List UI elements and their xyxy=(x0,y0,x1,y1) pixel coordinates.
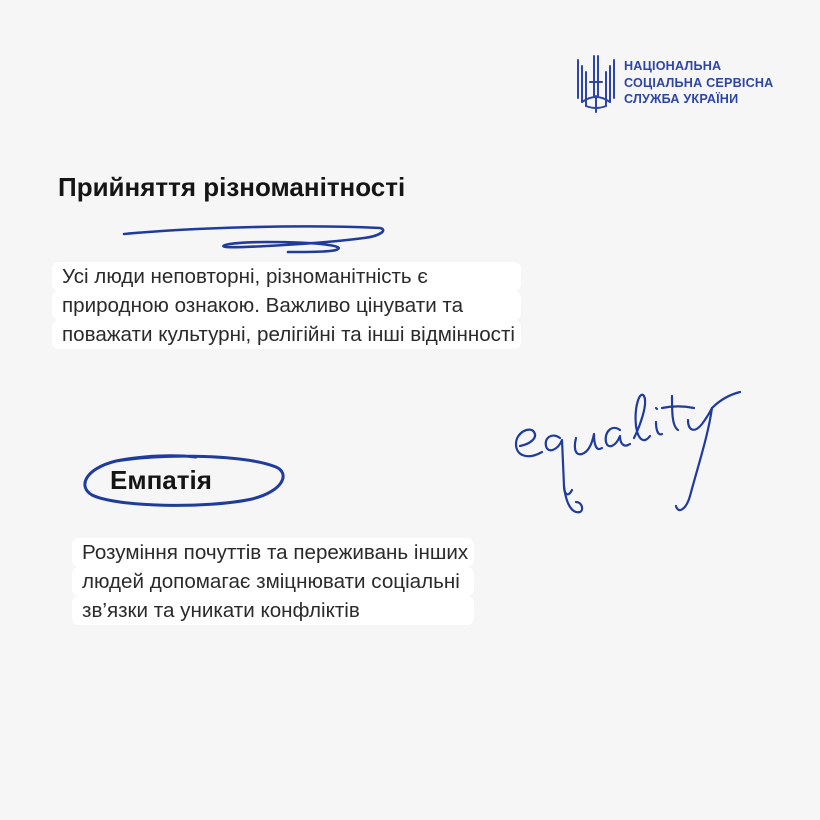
text-line: Розуміння почуттів та переживань інших xyxy=(72,538,474,567)
section-title-empathy: Емпатія xyxy=(110,465,212,495)
nsss-logo xyxy=(574,52,773,114)
text-line: зв’язки та уникати конфліктів xyxy=(72,596,474,625)
equality-handwriting xyxy=(508,386,754,526)
underline-scribble xyxy=(118,222,388,254)
logo-text xyxy=(624,58,773,108)
logo-line: СЛУЖБА УКРАЇНИ xyxy=(624,92,739,107)
section-text-empathy xyxy=(72,538,474,625)
text-line: природною ознакою. Важливо цінувати та xyxy=(52,291,521,320)
trident-emblem-icon xyxy=(574,52,618,114)
text-line: людей допомагає зміцнювати соціальні xyxy=(72,567,474,596)
text-line: поважати культурні, релігійні та інші відмінності xyxy=(52,320,521,349)
section-title-diversity: Прийняття різноманітності xyxy=(58,172,406,202)
logo-line: СОЦІАЛЬНА СЕРВІСНА xyxy=(624,75,774,90)
section-text-diversity xyxy=(52,262,521,349)
logo-line: НАЦІОНАЛЬНА xyxy=(624,59,722,74)
text-line: Усі люди неповторні, різноманітність є xyxy=(52,262,521,291)
